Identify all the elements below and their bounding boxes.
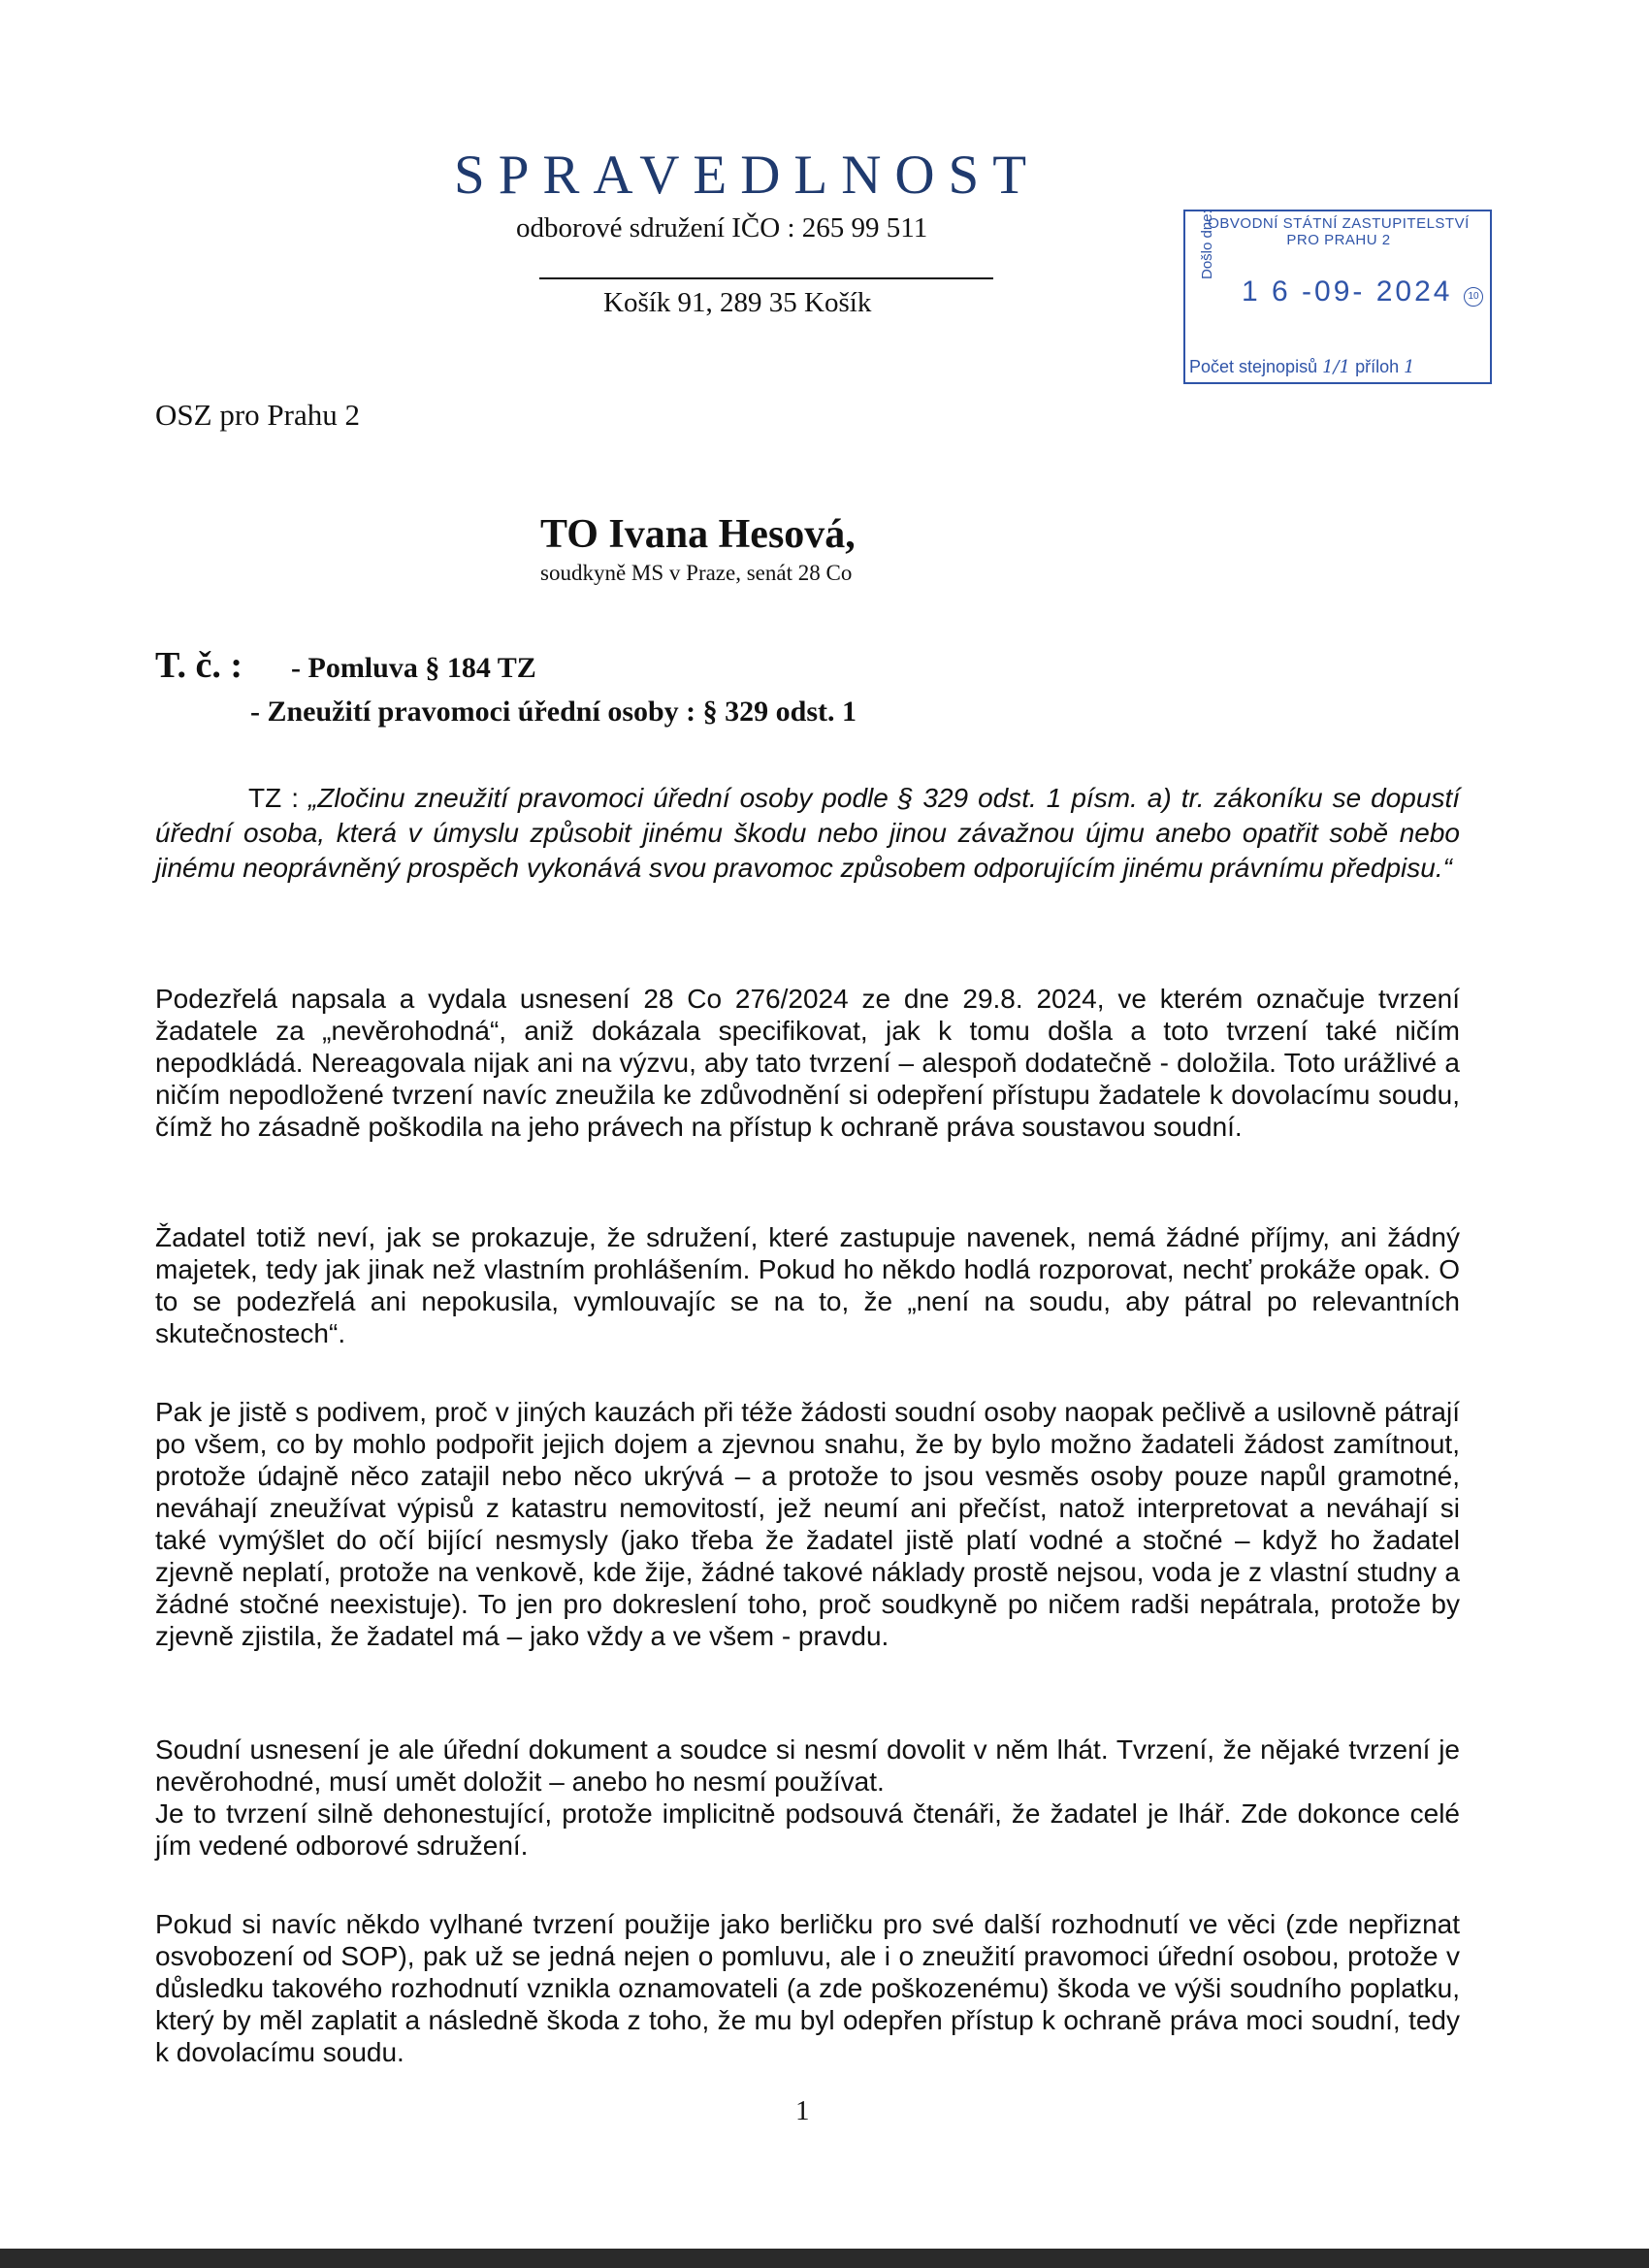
letterhead-divider bbox=[539, 277, 993, 279]
stamp-copies-label: Počet stejnopisů bbox=[1189, 357, 1318, 376]
organization-subtitle: odborové sdružení IČO : 265 99 511 bbox=[516, 212, 928, 243]
organization-name: SPRAVEDLNOST bbox=[454, 145, 1041, 206]
body-paragraph: Pak je jistě s podivem, proč v jiných kauzách při téže žádosti soudní osoby naopak pečlivě a usilovně pátrají po všem, co by mohlo podpořit jejich dojem a zjevnou snahu, že by bylo možno žadateli žádost zamítnout, protože údajně něco zatajil nebo něco ukrývá – a protože to jsou vesměs osoby pouze napůl gramotné, neváhají zneužívat výpisů z katastru nemovitostí, jež neumí ani přečíst, natož interpretovat a neváhají si také vymýšlet do očí bijící nesmysly (jako třeba že žadatel jistě platí vodné a stočné – když ho žadatel zjevně neplatí, protože na venkově, kde žije, žádné takové náklady prostě nejsou, voda je z vlastní studny a žádné stočné neexistuje). To jen pro dokreslení toho, proč soudkyně po ničem radši nepátrala, protože by zjevně zjistila, že žadatel má – jako vždy a ve všem - pravdu. bbox=[155, 1397, 1460, 1651]
organization-address: Košík 91, 289 35 Košík bbox=[603, 287, 872, 318]
offence-label: T. č. : bbox=[155, 645, 243, 686]
stamp-number-badge: 10 bbox=[1464, 287, 1483, 307]
quote-text: „Zločinu zneužití pravomoci úřední osoby podle § 329 odst. 1 písm. a) tr. zákoníku se dopustí úřední osoba, která v úmyslu způsobit jinému škodu nebo jinou závažnou újmu anebo opatřit sobě nebo jinému neoprávněný prospěch vykonává svou pravomoc způsobem odporujícím jinému právnímu předpisu.“ bbox=[155, 783, 1461, 883]
offence-item: - Zneužití pravomoci úřední osoby : § 329 odst. 1 bbox=[250, 696, 857, 728]
body-paragraph: Pokud si navíc někdo vylhané tvrzení použije jako berličku pro své další rozhodnutí ve věci (zde nepřiznat osvobození od SOP), pak už se jedná nejen o pomluvu, ale i o zneužití pravomoci úřední osobou, protože v důsledku takového rozhodnutí vznikla oznamovateli (a zde poškozenému) škoda ve výši soudního poplatku, který by měl zaplatit a následně škoda z toho, že mu byl odepřen přístup k ochraně práva moci soudní, tedy k dovolacímu soudu. bbox=[155, 1909, 1460, 2067]
receipt-stamp bbox=[1183, 210, 1492, 384]
page-number: 1 bbox=[795, 2095, 810, 2126]
scan-edge-shadow bbox=[0, 2249, 1649, 2268]
quote-lead: TZ : bbox=[248, 783, 299, 813]
offence-item: - Pomluva § 184 TZ bbox=[291, 652, 536, 684]
body-paragraph: Podezřelá napsala a vydala usnesení 28 Co 276/2024 ze dne 29.8. 2024, ve kterém označuje tvrzení žadatele za „nevěrohodná“, aniž dokázala specifikovat, jak k tomu došla a toto tvrzení také ničím nepodkládá. Nereagovala nijak ani na výzvu, aby tato tvrzení – alespoň dodatečně - doložila. Toto urážlivé a ničím nepodložené tvrzení navíc zneužila ke zdůvodnění si odepření přístupu žadatele k dovolacímu soudu, čímž ho zásadně poškodila na jeho právech na přístup k ochraně práva soustavou soudní. bbox=[155, 984, 1460, 1142]
accused-name: TO Ivana Hesová, bbox=[540, 512, 856, 557]
stamp-office-name: OBVODNÍ STÁTNÍ ZASTUPITELSTVÍ PRO PRAHU 2 bbox=[1208, 215, 1470, 248]
stamp-attachments-label: příloh bbox=[1355, 357, 1400, 376]
stamp-date: 1 6 -09- 2024 bbox=[1242, 275, 1453, 308]
body-paragraph: Žadatel totiž neví, jak se prokazuje, že sdružení, které zastupuje navenek, nemá žádné příjmy, ani žádný majetek, tedy jak jinak než vlastním prohlášením. Pokud ho někdo hodlá rozporovat, nechť prokáže opak. O to se podezřelá ani nepokusila, vymlouvajíc se na to, že „není na soudu, aby pátral po relevantních skutečnostech“. bbox=[155, 1222, 1460, 1348]
criminal-code-quote bbox=[155, 781, 1460, 886]
stamp-attachments-value: 1 bbox=[1404, 357, 1415, 377]
body-paragraph: Soudní usnesení je ale úřední dokument a soudce si nesmí dovolit v něm lhát. Tvrzení, že nějaké tvrzení je nevěrohodné, musí umět doložit – anebo ho nesmí používat. Je to tvrzení silně dehonestující, protože implicitně podsouvá čtenáři, že žadatel je lhář. Zde dokonce celé jím vedené odborové sdružení. bbox=[155, 1734, 1460, 1861]
stamp-counts bbox=[1189, 357, 1415, 377]
stamp-copies-value: 1/1 bbox=[1322, 357, 1351, 377]
stamp-received-label: Došlo dne: bbox=[1199, 210, 1215, 279]
accused-role: soudkyně MS v Praze, senát 28 Co bbox=[540, 561, 853, 585]
recipient: OSZ pro Prahu 2 bbox=[155, 398, 360, 432]
